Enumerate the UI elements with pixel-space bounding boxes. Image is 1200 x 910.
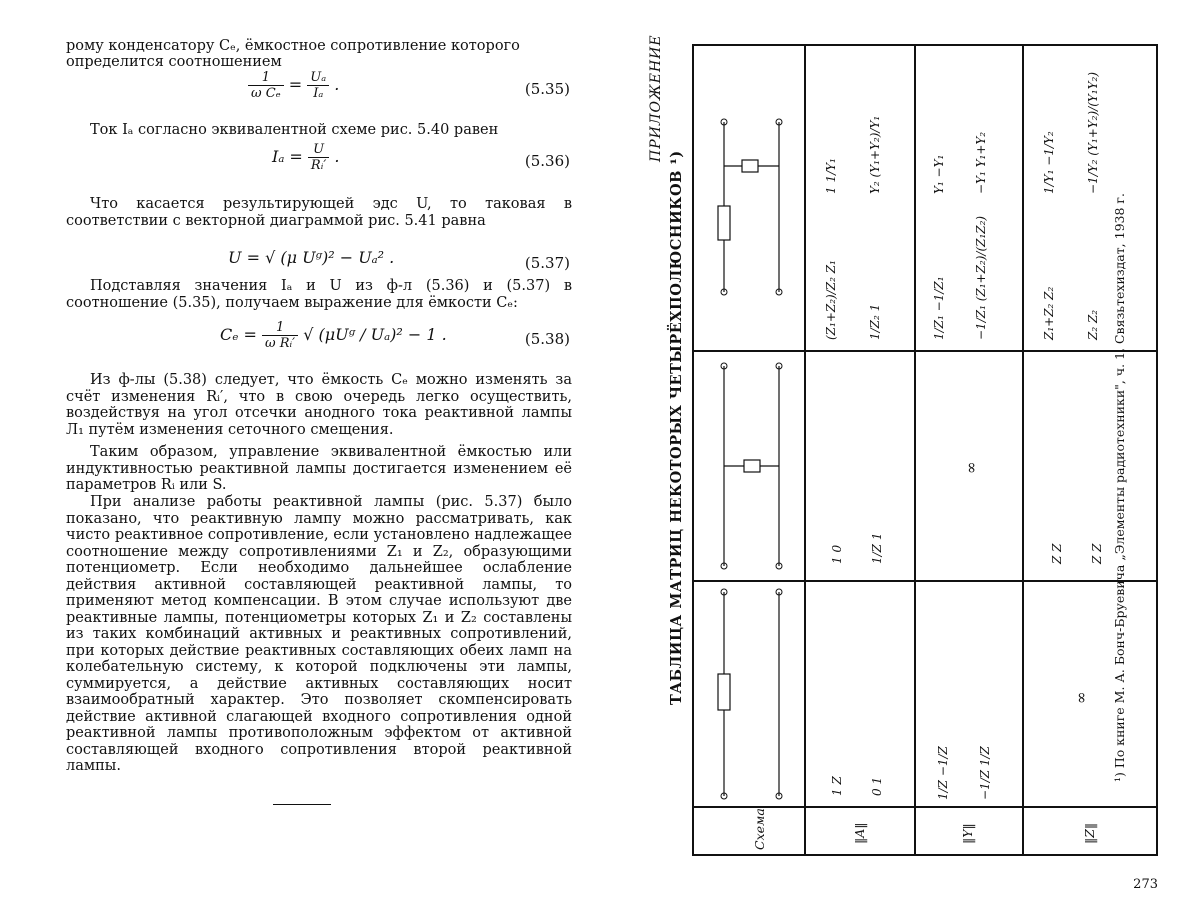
eq-numerator: 1 <box>262 320 298 336</box>
eq-numerator: U <box>308 142 329 158</box>
matrix-entry: Y₂ (Y₁+Y₂)/Y₁ <box>868 115 882 194</box>
appendix-heading: ПРИЛОЖЕНИЕ <box>648 34 664 162</box>
matrix-entry: 1/Y₁ −1/Y₂ <box>1042 131 1056 194</box>
equation-number: (5.38) <box>524 330 570 348</box>
matrix-entry: −1/Z₁ (Z₁+Z₂)/(Z₁Z₂) <box>974 215 988 340</box>
text-line: Ток Iₐ согласно эквивалентной схеме рис. 5.40 равен <box>90 122 499 138</box>
eq-denominator: ω Rᵢ′ <box>265 336 296 351</box>
section-rule <box>273 804 331 805</box>
equation-number: (5.37) <box>524 254 570 272</box>
text-line: рому конденсатору Cₑ, ёмкостное сопротивление которого <box>66 38 520 54</box>
table-border <box>692 854 1158 856</box>
matrix-entry: 1/Z −1/Z <box>936 746 950 800</box>
row-label-scheme: Схема <box>752 808 767 850</box>
eq-formula: U = √ (μ Uᵍ)² − Uₐ² . <box>228 248 395 267</box>
paragraph: Что касается результирующей эдс U, то таковая в соответствии с векторной диаграммой рис. 5.41 равна <box>66 196 572 229</box>
eq-root: √ (μUᵍ / Uₐ)² − 1 . <box>303 325 447 344</box>
matrix-table <box>692 44 1158 856</box>
matrix-entry: Z₂ Z₂ <box>1086 309 1100 340</box>
matrix-entry: ∞ <box>962 461 980 474</box>
matrix-entry: Z Z <box>1090 543 1104 564</box>
row-label-y: ‖Y‖ <box>960 823 975 844</box>
matrix-entry: 1/Z₂ 1 <box>868 303 882 340</box>
table-row-divider <box>804 44 806 856</box>
matrix-entry: 1/Z₁ −1/Z₁ <box>932 276 946 340</box>
table-row-divider <box>914 44 916 856</box>
scheme-shunt-z <box>694 352 804 580</box>
paragraph: Таким образом, управление эквивалентной ёмкостью или индуктивностью реактивной лампы достигается изменением её параметров Rᵢ или S. <box>66 444 572 493</box>
eq-lhs: Cₑ = <box>220 325 257 344</box>
matrix-entry: −Y₁ Y₁+Y₂ <box>974 131 988 194</box>
matrix-entry: ∞ <box>1072 691 1090 704</box>
scheme-l-network <box>694 46 804 350</box>
eq-denominator: ω Cₑ <box>251 86 281 101</box>
table-border <box>1156 44 1158 856</box>
matrix-entry: (Z₁+Z₂)/Z₂ Z₁ <box>824 260 838 340</box>
footnote: ¹) По книге М. А. Бонч-Бруевича „Элементы радиотехники", ч. 1, Связьтехиздат, 1938 г. <box>1112 193 1127 782</box>
row-label-z: ‖Z‖ <box>1082 822 1097 844</box>
text-line: определится соотношением <box>66 54 282 70</box>
eq-lhs: Iₐ = <box>272 147 303 166</box>
paragraph: При анализе работы реактивной лампы (рис. 5.37) было показано, что реактивную лампу можно рассматривать, как чисто реактивное сопротивление, если установлено надлежащее соотношение между сопротивлениями Z₁ и Z₂, образующими потенциометр. Если необходимо дальнейшее ослабление действия активной составляющей реактивной лампы, то применяют метод компенсации. В этом случае используют две реактивные лампы, потенциометры которых Z₁ и Z₂ составлены из таких комбинаций активных и реактивных сопротивлений, при которых действие реактивных составляющих обеих ламп на колебательную систему, к которой подключены эти лампы, суммируется, а действие активных составляющих носит взаимообратный характер. Это позволяет скомпенсировать действие активной слагающей входного сопротивления одной реактивной лампы противоположным эффектом от активной составляющей входного сопротивления второй реактивной лампы. <box>66 494 572 774</box>
matrix-entry: 1 1/Y₁ <box>824 158 838 194</box>
eq-tail: . <box>334 75 340 94</box>
equation-number: (5.36) <box>524 152 570 170</box>
equation-5-35: $\frac{1}{\text{ω Cₑ}}$ = $\frac{\text{Uₐ}}{\text{Iₐ}}$ . (5.35) <box>180 70 570 110</box>
matrix-entry: Z₁+Z₂ Z₂ <box>1042 286 1056 340</box>
matrix-entry: Z Z <box>1050 543 1064 564</box>
equation-number: (5.35) <box>524 80 570 98</box>
equation-5-38 <box>180 320 570 360</box>
paragraph: Подставляя значения Iₐ и U из ф-л (5.36) и (5.37) в соотношение (5.35), получаем выражение для ёмкости Cₑ: <box>66 278 572 311</box>
right-page <box>610 0 1200 910</box>
row-label-a: ‖A‖ <box>852 822 867 844</box>
matrix-entry: Y₁ −Y₁ <box>932 154 946 194</box>
eq-tail: . <box>334 147 340 166</box>
matrix-entry: 1/Z 1 <box>870 532 884 564</box>
eq-denominator: Rᵢ′ <box>310 158 327 173</box>
matrix-entry: 1 Z <box>830 776 844 796</box>
paragraph: Из ф-лы (5.38) следует, что ёмкость Cₑ можно изменять за счёт изменения Rᵢ′, что в свою очередь легко осуществить, воздействуя на угол отсечки анодного тока реактивной лампы Л₁ путём изменения сеточного смещения. <box>66 372 572 438</box>
scheme-series-z <box>694 582 804 806</box>
table-title: ТАБЛИЦА МАТРИЦ НЕКОТОРЫХ ЧЕТЫРЁХПОЛЮСНИКОВ ¹) <box>668 150 685 705</box>
matrix-entry: −1/Z 1/Z <box>978 746 992 800</box>
eq-denominator: Iₐ <box>313 86 324 101</box>
eq-numerator: 1 <box>248 70 284 86</box>
matrix-entry: −1/Y₂ (Y₁+Y₂)/(Y₁Y₂) <box>1086 71 1100 194</box>
table-row-divider <box>1022 44 1024 856</box>
page-number: 273 <box>1133 877 1158 892</box>
matrix-entry: 0 1 <box>870 776 884 796</box>
matrix-entry: 1 0 <box>830 544 844 564</box>
equation-5-36 <box>180 142 570 182</box>
eq-numerator: Uₐ <box>307 70 329 86</box>
